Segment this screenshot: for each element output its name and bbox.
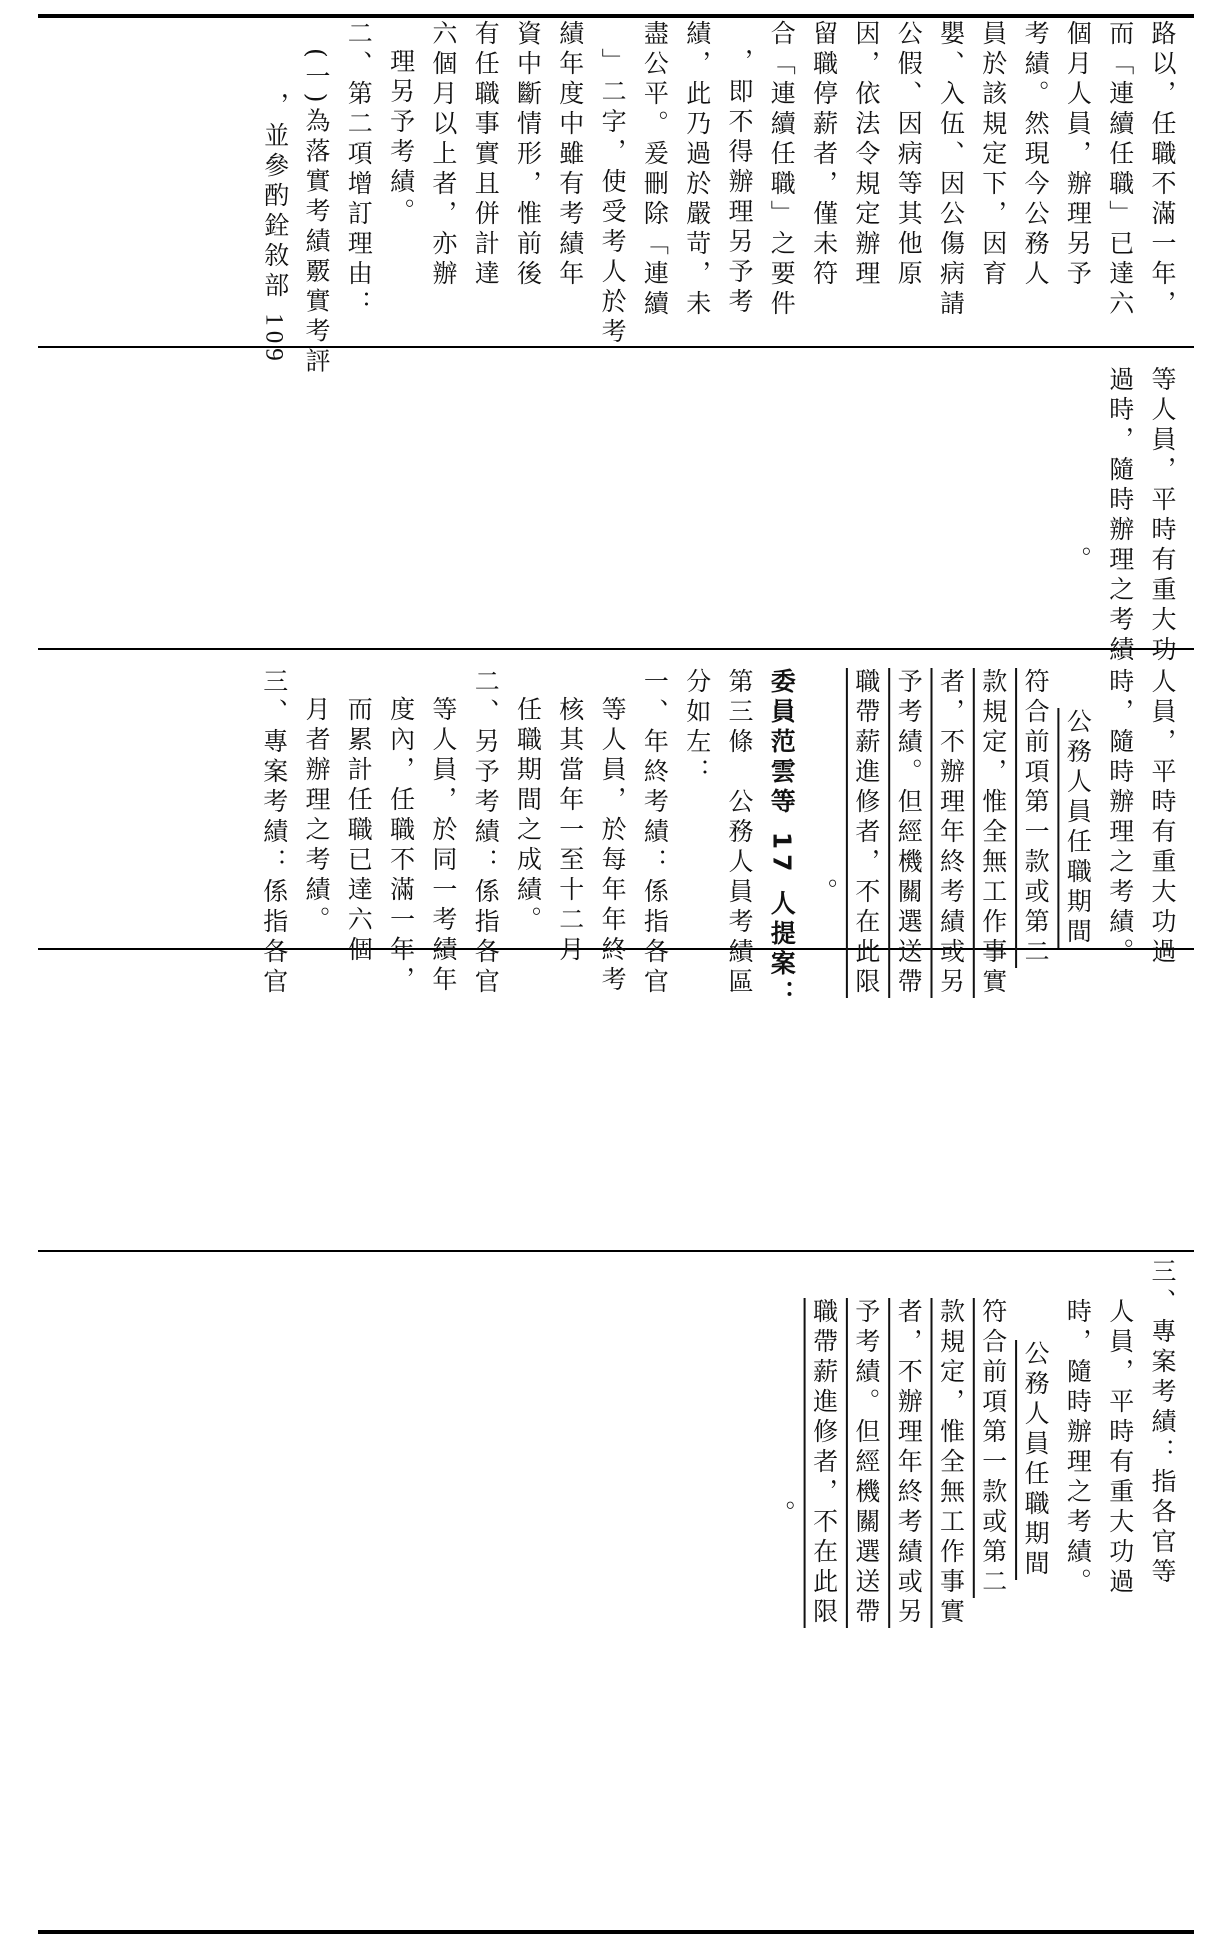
text-column: 予考績。但經機關選送帶 [851, 1298, 881, 1628]
text-column: 二、另予考績：係指各官 [471, 668, 501, 998]
text-column: 過時，隨時辦理之考績 [1105, 366, 1135, 666]
text-column: 而「連續任職」已達六 [1105, 20, 1135, 320]
text-column: 度內，任職不滿一年， [386, 696, 416, 996]
text-column: 核其當年一至十二月 [555, 696, 585, 966]
text-column: 時，隨時辦理之考績。 [1063, 1298, 1093, 1598]
text-column: 符合前項第一款或第二 [978, 1298, 1008, 1598]
text-column: 。 [1063, 546, 1093, 576]
text-column: 第三條 公務人員考績區 [725, 668, 754, 998]
text-column: 二、第二項增訂理由： [344, 20, 374, 320]
text-column: 六個月以上者，亦辦 [428, 20, 458, 290]
text-column: 委員范雲等 17 人提案： [767, 668, 797, 1011]
document-section-2 [38, 648, 1194, 1011]
text-column: 時，隨時辦理之考績。 [1105, 668, 1135, 968]
text-column: 職帶薪進修者，不在此限 [851, 668, 881, 998]
text-column: 三、專案考績：指各官等 [1148, 1258, 1177, 1588]
text-column: 等人員，於同一考績年 [428, 696, 458, 996]
text-column: 款規定，惟全無工作事實 [978, 668, 1008, 998]
text-column: 嬰、入伍、因公傷病請 [936, 20, 966, 320]
text-column: 公假、因病等其他原 [894, 20, 924, 290]
text-column: 盡公平。爰刪除「連續 [640, 20, 670, 320]
text-column: 予考績。但經機關選送帶 [894, 668, 924, 998]
text-column: 月者辦理之考績。 [302, 696, 331, 936]
document-section-1 [38, 346, 1194, 666]
text-column: 分如左： [682, 668, 712, 788]
text-column: 人員，平時有重大功過 [1105, 1298, 1135, 1598]
text-column: 者，不辦理年終考績或另 [936, 668, 966, 998]
text-column: 留職停薪者，僅未符 [809, 20, 839, 290]
text-column: ，即不得辦理另予考 [725, 48, 754, 318]
document-section-0 [38, 0, 1194, 378]
text-column: 公務人員任職期間 [1063, 708, 1093, 948]
document-section-3 [38, 948, 1194, 1248]
text-column: 符合前項第一款或第二 [1021, 668, 1051, 968]
text-column: 理另予考績。 [386, 48, 416, 228]
text-column: 」二字，使受考人於考 [598, 48, 628, 348]
text-column: 。 [809, 878, 839, 908]
text-column: 個月人員，辦理另予 [1063, 20, 1093, 290]
text-column: 而累計任職已達六個 [344, 696, 374, 966]
page-bottom-rule [38, 1930, 1194, 1934]
text-column: 合「連續任職」之要件 [767, 20, 797, 320]
text-column: ，並參酌銓敘部 109 [260, 92, 288, 366]
text-column: 員於該規定下，因育 [978, 20, 1008, 290]
text-column: 績，此乃過於嚴苛，未 [682, 20, 712, 320]
text-column: 有任職事實且併計達 [471, 20, 501, 290]
text-column: 一、年終考績：係指各官 [640, 668, 670, 998]
document-section-4 [38, 1250, 1194, 1628]
text-column: 者，不辦理年終考績或另 [894, 1298, 924, 1628]
text-column: 績年度中雖有考績年 [555, 20, 585, 290]
text-column: 因，依法令規定辦理 [851, 20, 881, 290]
text-column: 。 [767, 1500, 797, 1530]
text-column: 考績。然現今公務人 [1021, 20, 1051, 290]
text-column: 職帶薪進修者，不在此限 [809, 1298, 839, 1628]
text-column: 公務人員任職期間 [1021, 1340, 1051, 1580]
text-column: 路以，任職不滿一年， [1148, 20, 1177, 320]
text-column: 人員，平時有重大功過 [1148, 668, 1177, 968]
text-column: 三、專案考績：係指各官 [259, 668, 289, 998]
text-column: 任職期間之成績。 [513, 696, 543, 936]
text-column: 等人員，於每年年終考 [598, 696, 628, 996]
text-column: 等人員，平時有重大功 [1148, 366, 1177, 666]
text-column: 資中斷情形，惟前後 [513, 20, 543, 290]
text-column: 款規定，惟全無工作事實 [936, 1298, 966, 1628]
text-column: (一)為落實考績覈實考評 [302, 48, 331, 378]
